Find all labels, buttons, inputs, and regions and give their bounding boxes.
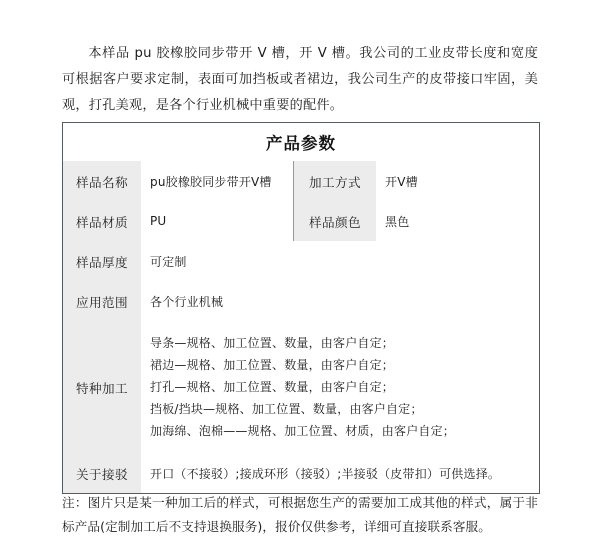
footer-note: 注：图片只是某一种加工后的样式，可根据您生产的需要加工成其他的样式，属于非标产品(定制加工后不支持退换服务)，报价仅供参考，详细可直接联系客服。: [62, 494, 538, 534]
row-value-special-processing: [141, 321, 539, 453]
special-processing-line: 导条—规格、加工位置、数量，由客户自定；: [150, 336, 395, 350]
row-label-processing-method: 加工方式: [294, 161, 376, 201]
row-label-special-processing: 特种加工: [63, 321, 141, 453]
table-title-row: [63, 123, 539, 161]
row-value-sample-color: 黑色: [376, 201, 539, 241]
table-row: [63, 281, 539, 321]
special-processing-line: 挡板/挡块—规格、加工位置、数量，由客户自定；: [150, 402, 423, 416]
row-value-processing-method: 开V槽: [376, 161, 539, 201]
row-label-sample-thickness: 样品厚度: [63, 241, 141, 281]
table-row: [63, 241, 539, 281]
product-description-paragraph: 本样品 pu 胶橡胶同步带开 V 槽，开 V 槽。我公司的工业皮带长度和宽度可根据客户要求定制，表面可加挡板或者裙边，我公司生产的皮带接口牢固，美观，打孔美观，是各个行业机械中重要的配件。: [62, 46, 538, 114]
row-value-joining: 开口（不接驳）;接成环形（接驳）;半接驳（皮带扣）可供选择。: [141, 453, 539, 493]
table-title: 产品参数: [63, 123, 539, 161]
row-label-sample-material: 样品材质: [63, 201, 141, 241]
product-parameter-table: [62, 122, 540, 494]
special-processing-line: 裙边—规格、加工位置、数量，由客户自定；: [150, 358, 395, 372]
row-value-sample-thickness: 可定制: [141, 241, 539, 281]
row-value-sample-name: pu胶橡胶同步带开V槽: [141, 161, 294, 201]
table-row: [63, 201, 539, 241]
table-row-special-processing: [63, 321, 539, 453]
row-value-sample-material: PU: [141, 201, 294, 241]
row-label-joining: 关于接驳: [63, 453, 141, 493]
row-value-application-range: 各个行业机械: [141, 281, 539, 321]
row-label-application-range: 应用范围: [63, 281, 141, 321]
row-label-sample-name: 样品名称: [63, 161, 141, 201]
row-label-sample-color: 样品颜色: [294, 201, 376, 241]
special-processing-line: 打孔—规格、加工位置、数量，由客户自定；: [150, 380, 395, 394]
table-row: [63, 453, 539, 493]
table-row: [63, 161, 539, 201]
special-processing-line: 加海绵、泡棉——规格、加工位置、材质，由客户自定；: [150, 424, 456, 438]
